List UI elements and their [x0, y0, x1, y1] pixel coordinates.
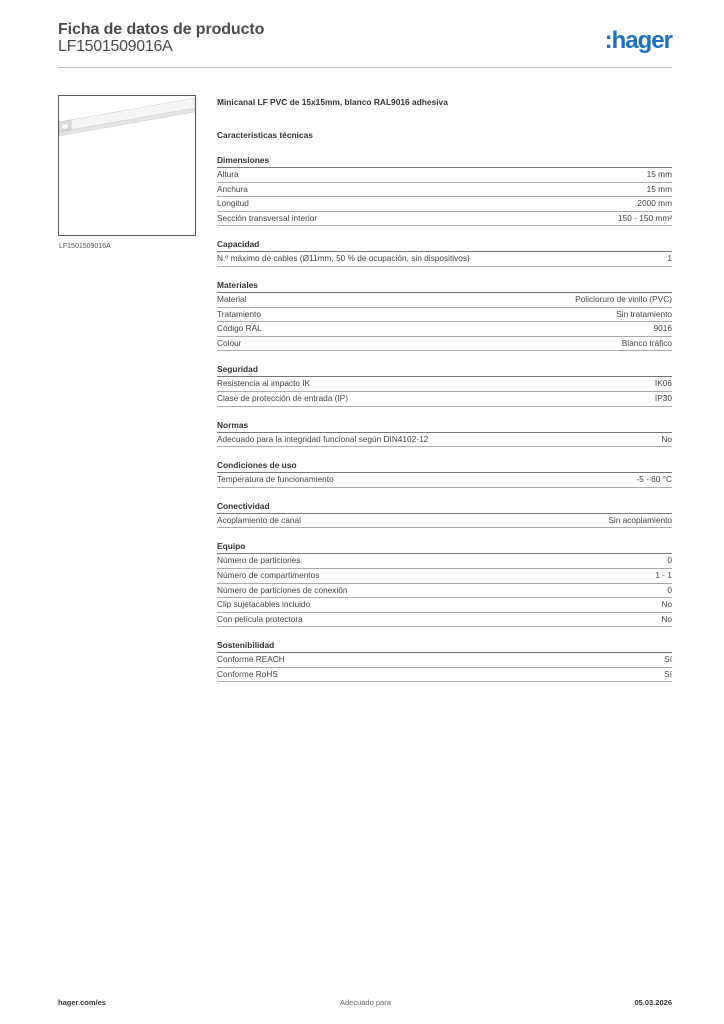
spec-label: Longitud [217, 198, 249, 209]
section-title: Normas [217, 419, 672, 433]
spec-label: Clip sujetacables incluido [217, 599, 311, 610]
section-title: Conectividad [217, 500, 672, 514]
spec-row [217, 514, 672, 529]
technical-heading: Características técnicas [217, 130, 313, 140]
spec-value: -5 - 60 °C [636, 474, 672, 485]
spec-row [217, 473, 672, 488]
spec-value: No [661, 613, 672, 624]
spec-label: Resistencia al impacto IK [217, 378, 311, 389]
header-divider [58, 67, 672, 68]
hager-logo: :hager [604, 27, 672, 54]
spec-row [217, 668, 672, 683]
spec-section [217, 500, 672, 529]
spec-row [217, 653, 672, 668]
spec-value: Sin acoplamiento [608, 514, 672, 525]
spec-row [217, 584, 672, 599]
spec-row [217, 337, 672, 352]
product-image [58, 95, 196, 236]
spec-value: IK06 [654, 378, 672, 389]
spec-label: Adecuado para la integridad funcional según DIN4102-12 [217, 433, 429, 444]
spec-label: Conforme RoHS [217, 668, 278, 679]
spec-value: 150 - 150 mm² [618, 212, 672, 223]
spec-row [217, 197, 672, 212]
spec-label: Sección transversal interior [217, 212, 318, 223]
spec-label: Número de particiones [217, 555, 301, 566]
spec-value: 0 [667, 555, 672, 566]
spec-label: Acoplamiento de canal [217, 514, 301, 525]
spec-value: Sin tratamiento [616, 308, 672, 319]
spec-section [217, 154, 672, 226]
spec-label: Clase de protección de entrada (IP) [217, 392, 348, 403]
spec-row [217, 183, 672, 198]
spec-row [217, 433, 672, 448]
product-name: Minicanal LF PVC de 15x15mm, blanco RAL9016 adhesiva [217, 97, 448, 107]
spec-section [217, 419, 672, 448]
section-title: Sostenibilidad [217, 639, 672, 653]
spec-value: 9016 [653, 323, 672, 334]
spec-row [217, 598, 672, 613]
spec-value: No [661, 599, 672, 610]
spec-value: No [661, 433, 672, 444]
section-title: Materiales [217, 279, 672, 293]
spec-value: 2000 mm [637, 198, 672, 209]
spec-value: Sí [664, 654, 672, 665]
spec-value: 15 mm [646, 183, 672, 194]
spec-row [217, 212, 672, 227]
spec-value: Blanco tráfico [621, 337, 672, 348]
section-title: Dimensiones [217, 154, 672, 168]
footer-website: hager.com/es [58, 998, 106, 1007]
spec-section [217, 279, 672, 351]
spec-row [217, 168, 672, 183]
spec-value: Policloruro de vinilo (PVC) [575, 293, 672, 304]
spec-row [217, 308, 672, 323]
spec-label: Material [217, 293, 247, 304]
spec-label: Tratamiento [217, 308, 261, 319]
spec-section [217, 639, 672, 682]
spec-label: Con película protectora [217, 613, 303, 624]
spec-row [217, 569, 672, 584]
spec-value: 1 [667, 253, 672, 264]
spec-value: IP30 [654, 392, 672, 403]
spec-label: Código RAL [217, 323, 262, 334]
spec-label: Conforme REACH [217, 654, 285, 665]
spec-row [217, 322, 672, 337]
spec-label: Altura [217, 169, 239, 179]
spec-row [217, 392, 672, 407]
spec-row [217, 293, 672, 308]
section-title: Condiciones de uso [217, 459, 672, 473]
spec-label: Colour [217, 337, 242, 348]
spec-row [217, 613, 672, 628]
spec-row [217, 554, 672, 569]
section-title: Equipo [217, 540, 672, 554]
spec-label: N.º máximo de cables (Ø11mm, 50 % de ocupación, sin dispositivos) [217, 253, 470, 264]
cable-trunking-picture [59, 96, 195, 235]
page-title: Ficha de datos de producto [58, 21, 265, 38]
spec-section [217, 363, 672, 406]
spec-value: Sí [664, 668, 672, 679]
spec-section [217, 459, 672, 488]
spec-label: Anchura [217, 183, 248, 194]
spec-row [217, 252, 672, 267]
spec-row [217, 377, 672, 392]
spec-label: Número de particiones de conexión [217, 584, 348, 595]
image-caption: LF1501509016A [59, 243, 111, 250]
section-title: Capacidad [217, 238, 672, 252]
spec-label: Temperatura de funcionamiento [217, 474, 334, 485]
spec-value: 15 mm [646, 169, 672, 179]
footer-note: Adecuado para [340, 998, 391, 1007]
technical-data [217, 96, 672, 682]
product-reference: LF1501509016A [58, 38, 173, 55]
section-title: Seguridad [217, 363, 672, 377]
spec-section [217, 238, 672, 267]
spec-value: 1 - 1 [655, 569, 672, 580]
spec-section [217, 540, 672, 627]
spec-sections [217, 154, 672, 682]
spec-label: Número de compartimentos [217, 569, 320, 580]
spec-value: 0 [667, 584, 672, 595]
footer-date: 05.03.2026 [634, 998, 672, 1007]
